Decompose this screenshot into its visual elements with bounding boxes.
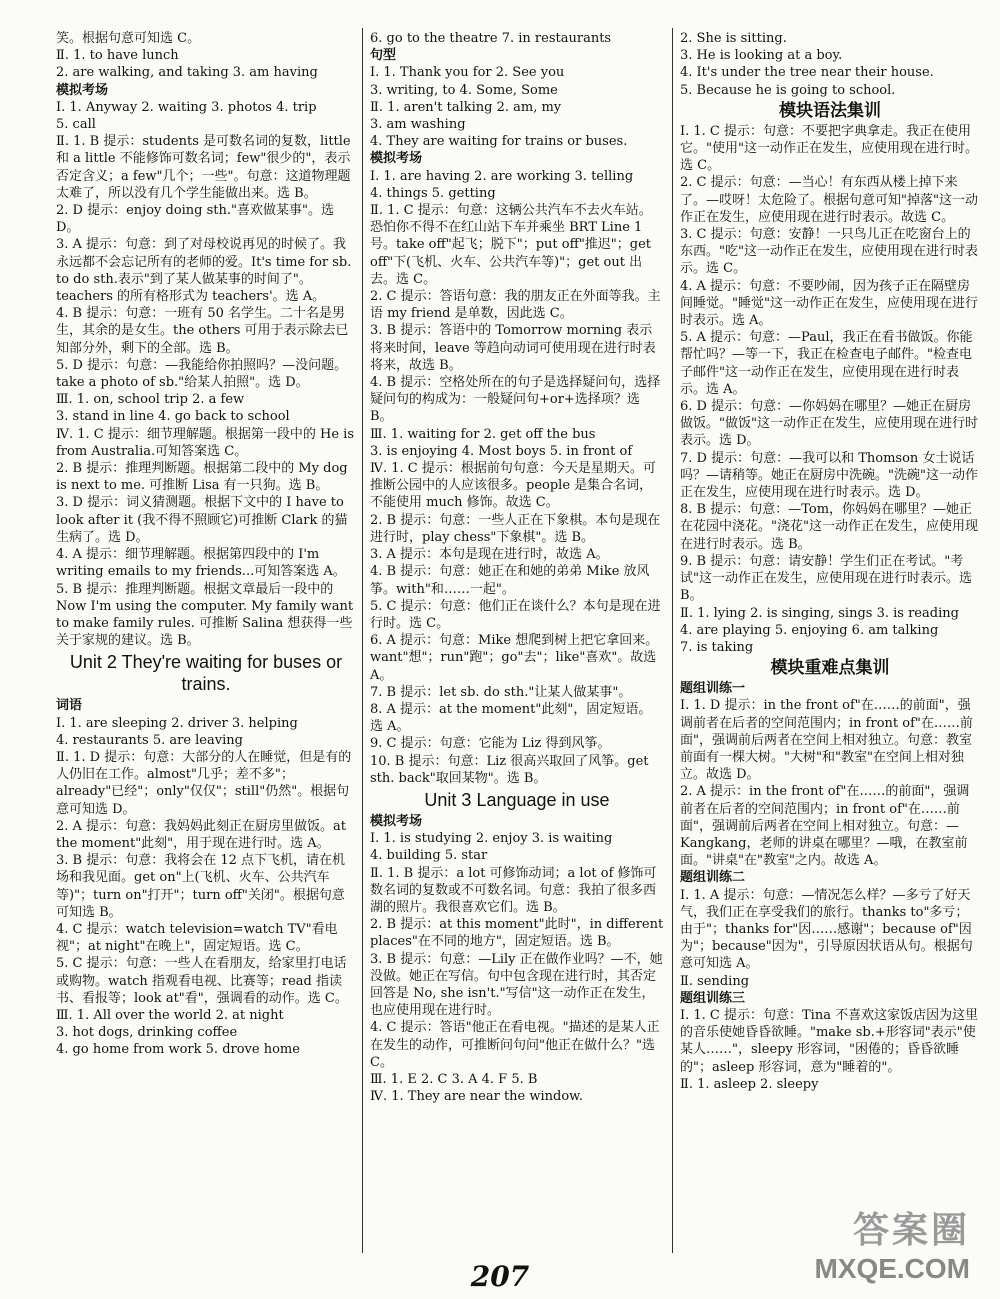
answer-line: 2. B 提示：at this moment"此时"，in different places"在不同的地方"，固定短语。选 B。 xyxy=(370,917,664,950)
answer-line: 3. am washing xyxy=(370,117,466,133)
answer-line: 3. B 提示：句意：我将会在 12 点下飞机，请在机场和我见面。get on"上(飞机、火车、公共汽车等)"；turn on"打开"；turn off"关闭"。根据句意可知选 B。 xyxy=(56,853,346,920)
answer-line: 3. He is looking at a boy. xyxy=(680,48,843,64)
answer-line: Ⅱ. 1. lying 2. is singing, sings 3. is reading xyxy=(680,605,959,621)
answer-line: 4. B 提示：句意：她正在和她的弟弟 Mike 放风筝。with"和……一起"。 xyxy=(370,564,650,597)
answer-line: 3. writing, to 4. Some, Some xyxy=(370,82,558,98)
answer-line: 4. things 5. getting xyxy=(370,185,496,201)
answer-line: Ⅱ. 1. D 提示：句意：大部分的人在睡觉，但是有的人仍旧在工作。almost"几乎；差不多"；already"已经"；only"仅仅"；still"仍然"。根据句意可知选 D。 xyxy=(56,749,352,817)
answer-line: Ⅰ. 1. Anyway 2. waiting 3. photos 4. trip xyxy=(56,99,317,115)
answer-line: 3. B 提示：句意：—Lily 正在做作业吗？—不，她没做。她正在写信。句中包含现在进行时，其否定回答是 No, she isn't."写信"这一动作正在发生，也应使用现在进行时。 xyxy=(370,951,663,1019)
answer-line: 9. B 提示：句意：请安静！学生们正在考试。"考试"这一动作正在发生，应使用现在进行时表示。选 B。 xyxy=(680,553,972,604)
answer-line: 3. is enjoying 4. Most boys 5. in front of xyxy=(370,443,633,459)
watermark-url: MXQE.COM xyxy=(814,1253,970,1284)
answer-line: 7. B 提示：let sb. do sth."让某人做某事"。 xyxy=(370,684,632,700)
unit-title: Unit 3 Language in use xyxy=(424,789,610,810)
answer-line: Ⅲ. 1. E 2. C 3. A 4. F 5. B xyxy=(370,1071,538,1087)
answer-line: 笑。根据句意可知选 C。 xyxy=(56,31,201,46)
answer-line: 4. building 5. star xyxy=(370,848,488,864)
column-left xyxy=(56,30,356,1059)
answer-line: 2. B 提示：推理判断题。根据第二段中的 My dog is next to me. 可推断 Lisa 有一只狗。选 B。 xyxy=(56,461,348,494)
answer-line: 4. restaurants 5. are leaving xyxy=(56,732,243,748)
answer-line: 3. D 提示：词义猜测题。根据下文中的 I have to look after it (我不得不照顾它)可推断 Clark 的猫生病了。选 D。 xyxy=(56,495,348,545)
section-label: 句型 xyxy=(370,48,397,64)
answer-line: 2. are walking, and taking 3. am having xyxy=(56,65,318,81)
answer-line: Ⅱ. 1. to have lunch xyxy=(56,48,179,64)
answer-line: Ⅰ. 1. is studying 2. enjoy 3. is waiting xyxy=(370,831,613,847)
section-label: 题组训练三 xyxy=(680,990,746,1006)
answer-line: Ⅰ. 1. D 提示：in the front of"在……的前面"，强调前者在后者的空间范围内；in front of"在……前面"，强调前后两者在空间上相对独立。句意：教室前面有一棵大树。"大树"和"教室"在空间上相对独立。故选 D。 xyxy=(680,698,973,783)
answer-line: 4. It's under the tree near their house. xyxy=(680,65,934,81)
watermark xyxy=(814,1202,970,1285)
answer-line: 5. A 提示：句意：—Paul，我正在看书做饭。你能帮忙吗？—等一下，我正在检查电子邮件。"检查电子邮件"这一动作正在发生，应使用现在进行时表示。选 A。 xyxy=(680,330,973,397)
answer-line: 5. D 提示：句意：—我能给你拍照吗？—没问题。take a photo of sb."给某人拍照"。选 D。 xyxy=(56,357,348,391)
answer-line: 3. A 提示：句意：到了对母校说再见的时候了。我永远都不会忘记所有的老师的爱。It's time for sb. to do sth.表示"到了某人做某事的时间了"。teachers 的所有格形式为 teachers'。选 A。 xyxy=(56,237,352,305)
answer-line: 2. A 提示：in the front of"在……的前面"，强调前者在后者的空间范围内；in front of"在……前面"，强调前后两者在空间上相对独立。句意：—Kangkang，老师的讲桌在哪里？—哦，在教室前面。"讲桌"在"教室"之内。故选 A。 xyxy=(680,784,970,869)
watermark-logo-text: 答案圈 xyxy=(852,1209,970,1250)
section-label: 词语 xyxy=(56,698,83,714)
answer-line: 3. C 提示：句意：安静！一只鸟儿正在吃窗台上的东西。"吃"这一动作正在发生，应使用现在进行时表示。选 C。 xyxy=(680,227,978,277)
answer-line: Ⅰ. 1. are having 2. are working 3. telling xyxy=(370,168,634,184)
section-label: 模拟考场 xyxy=(56,82,109,98)
answer-line: 7. is taking xyxy=(680,639,754,655)
section-label: 模拟考场 xyxy=(370,151,423,167)
answer-line: Ⅲ. 1. All over the world 2. at night xyxy=(56,1007,284,1023)
answer-line: Ⅱ. 1. C 提示：句意：这辆公共汽车不去火车站。恐怕你不得不在红山站下车并乘坐 BRT Line 1 号。take off"起飞；脱下"；put off"推迟"；get off"下(飞机、火车、公共汽车等)"；get out 出去。选 C。 xyxy=(370,203,652,287)
answer-line: Ⅰ. 1. C 提示：句意：不要把字典拿走。我正在使用它。"使用"这一动作正在发生，应使用现在进行时。选 C。 xyxy=(680,123,978,174)
answer-line: Ⅱ. 1. aren't talking 2. am, my xyxy=(370,99,562,115)
answer-line: 3. B 提示：答语中的 Tomorrow morning 表示将来时间，leave 等趋向动词可使用现在进行时表将来，故选 B。 xyxy=(370,323,656,373)
answer-line: 3. A 提示：本句是现在进行时，故选 A。 xyxy=(370,547,609,563)
answer-line: Ⅰ. 1. A 提示：句意：—情况怎么样？—多亏了好天气，我们正在享受我们的旅行。thanks to"多亏；由于"；thanks for"因……感谢"；because of"因为"；because"因为"，引导原因状语从句。根据句意可知选 A。 xyxy=(680,887,973,972)
answer-line: 4. C 提示：答语"他正在看电视。"描述的是某人正在发生的动作，可推断问句问"他正在做什么？"选 C。 xyxy=(370,1020,660,1070)
answer-line: Ⅳ. 1. C 提示：细节理解题。根据第一段中的 He is from Australia.可知答案选 C。 xyxy=(56,426,354,459)
answer-line: 2. She is sitting. xyxy=(680,31,787,46)
answer-line: 2. B 提示：句意：一些人正在下象棋。本句是现在进行时，play chess"下象棋"。选 B。 xyxy=(370,512,661,545)
answer-line: 4. B 提示：句意：一班有 50 名学生。二十名是男生，其余的是女生。the others 可用于表示除去已知部分外，剩下的全部。选 B。 xyxy=(56,306,349,356)
answer-line: Ⅳ. 1. C 提示：根据前句句意：今天是星期天。可推断公园中的人应该很多。people 是集合名词，不能使用 much 修饰。故选 C。 xyxy=(370,461,656,511)
module-heading: 模块语法集训 xyxy=(779,100,881,121)
answer-line: 4. A 提示：句意：不要吵闹，因为孩子正在隔壁房间睡觉。"睡觉"这一动作正在发生，应使用现在进行时表示。选 A。 xyxy=(680,278,978,329)
answer-line: 5. Because he is going to school. xyxy=(680,82,896,98)
answer-line: 4. They are waiting for trains or buses. xyxy=(370,134,628,150)
answer-line: 3. stand in line 4. go back to school xyxy=(56,409,290,425)
answer-line: Ⅱ. 1. B 提示：students 是可数名词的复数，little 和 a little 不能修饰可数名词；few"很少的"，表示否定含义；a few"几个；一些"。句意：这道物理题太难了，所以没有几个学生能做出来。选 B。 xyxy=(56,134,351,201)
answer-line: 5. B 提示：推理判断题。根据文章最后一段中的 Now I'm using the computer. My family want to make family rules. 可推断 Salina 想获得一些关于家规的建议。选 B。 xyxy=(56,581,354,649)
column-middle xyxy=(370,30,664,1105)
answer-line: Ⅱ. sending xyxy=(680,973,750,989)
answer-line: Ⅲ. 1. on, school trip 2. a few xyxy=(56,392,245,408)
answer-line: Ⅱ. 1. asleep 2. sleepy xyxy=(680,1076,819,1092)
section-label: 模拟考场 xyxy=(370,813,423,829)
answer-line: Ⅱ. 1. B 提示：a lot 可修饰动词；a lot of 修饰可数名词的复数或不可数名词。句意：我拍了很多西湖的照片。我很喜欢它们。选 B。 xyxy=(370,865,657,915)
column-divider xyxy=(362,28,363,1253)
answer-line: 9. C 提示：句意：它能为 Liz 得到风筝。 xyxy=(370,736,611,752)
page-number: 207 xyxy=(470,1260,530,1293)
answer-line: 10. B 提示：句意：Liz 很高兴取回了风筝。get sth. back"取回某物"。选 B。 xyxy=(370,753,649,786)
answer-line: 4. B 提示：空格处所在的句子是选择疑问句，选择疑问句的构成为：一般疑问句+or+选择项？选 B。 xyxy=(370,375,661,425)
answer-line: 4. A 提示：细节理解题。根据第四段中的 I'm writing emails to my friends...可知答案选 A。 xyxy=(56,547,346,580)
answer-line: Ⅰ. 1. Thank you for 2. See you xyxy=(370,65,565,81)
answer-line: 8. A 提示：at the moment"此刻"，固定短语。选 A。 xyxy=(370,701,652,735)
answer-line: 7. D 提示：句意：—我可以和 Thomson 女士说话吗？—请稍等。她正在厨房中洗碗。"洗碗"这一动作正在发生，应使用现在进行时表示。选 D。 xyxy=(680,450,978,501)
answer-line: 5. C 提示：句意：一些人在看朋友，给家里打电话或购物。watch 指观看电视、比赛等；read 指读书、看报等；look at"看"，强调看的动作。选 C。 xyxy=(56,956,348,1006)
answer-line: 6. D 提示：句意：—你妈妈在哪里？—她正在厨房做饭。"做饭"这一动作正在发生，应使用现在进行时表示。选 D。 xyxy=(680,399,978,449)
answer-line: Ⅳ. 1. They are near the window. xyxy=(370,1089,583,1105)
section-label: 题组训练二 xyxy=(680,870,746,886)
answer-line: 5. C 提示：句意：他们正在谈什么？本句是现在进行时。选 C。 xyxy=(370,598,661,631)
answer-line: 2. C 提示：句意：—当心！有东西从楼上掉下来了。—哎呀！太危险了。根据句意可知"掉落"这一动作正在发生，应使用现在进行时表示。故选 C。 xyxy=(680,175,978,225)
section-label: 题组训练一 xyxy=(680,681,746,697)
module-heading: 模块重难点集训 xyxy=(770,658,890,679)
answer-line: 5. call xyxy=(56,117,96,133)
answer-line: 6. go to the theatre 7. in restaurants xyxy=(370,31,612,46)
answer-line: 4. are playing 5. enjoying 6. am talking xyxy=(680,622,939,638)
answer-line: 2. D 提示：enjoy doing sth."喜欢做某事"。选 D。 xyxy=(56,203,334,236)
answer-line: Ⅲ. 1. waiting for 2. get off the bus xyxy=(370,426,596,442)
answer-line: 2. C 提示：答语句意：我的朋友正在外面等我。主语 my friend 是单数，因此选 C。 xyxy=(370,289,661,322)
answer-line: 4. go home from work 5. drove home xyxy=(56,1042,300,1058)
unit-title: Unit 2 They're waiting for buses or trains. xyxy=(69,652,343,695)
answer-line: Ⅰ. 1. are sleeping 2. driver 3. helping xyxy=(56,715,298,731)
answer-line: 2. A 提示：句意：我妈妈此刻正在厨房里做饭。at the moment"此刻"，用于现在进行时。选 A。 xyxy=(56,818,347,851)
column-divider xyxy=(672,28,673,1253)
answer-line: 3. hot dogs, drinking coffee xyxy=(56,1025,238,1041)
answer-line: 8. B 提示：句意：—Tom，你妈妈在哪里？—她正在花园中浇花。"浇花"这一动作正在发生，应使用现在进行时表示。选 B。 xyxy=(680,502,978,552)
answer-line: Ⅰ. 1. C 提示：句意：Tina 不喜欢这家饭店因为这里的音乐使她昏昏欲睡。"make sb.+形容词"表示"使某人……"，sleepy 形容词，"困倦的；昏昏欲睡的"；asleep 形容词，意为"睡着的"。 xyxy=(680,1007,979,1075)
answer-line: 4. C 提示：watch television=watch TV"看电视"；at night"在晚上"，固定短语。选 C。 xyxy=(56,921,338,955)
answer-line: 6. A 提示：句意：Mike 想爬到树上把它拿回来。want"想"；run"跑"；go"去"；like"喜欢"。故选 A。 xyxy=(370,633,659,683)
column-right xyxy=(680,30,980,1093)
